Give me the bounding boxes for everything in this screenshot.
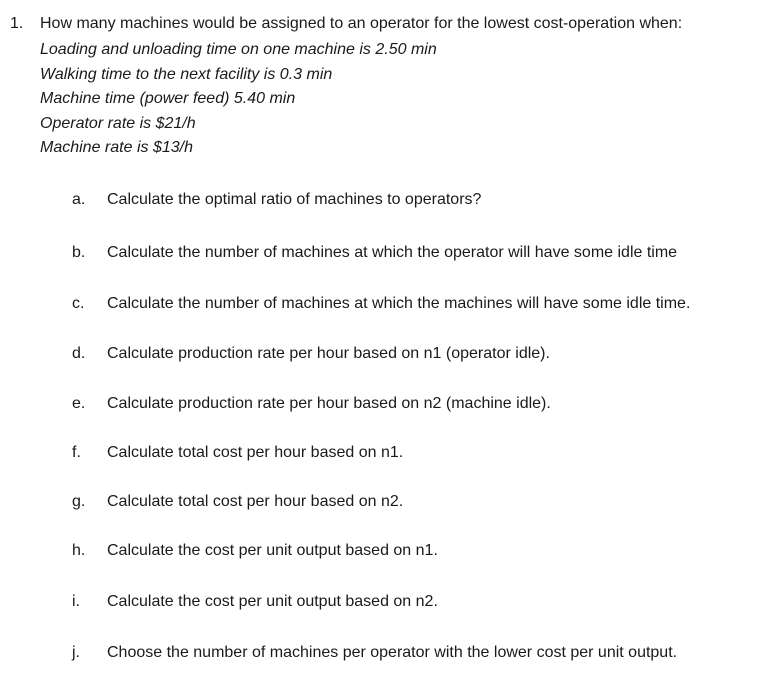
sub-question-text: Calculate the optimal ratio of machines to operators? [107,191,482,208]
given-machine-time: Machine time (power feed) 5.40 min [40,90,296,108]
sub-question-text: Calculate the cost per unit output based on n2. [107,593,438,610]
sub-question-text: Calculate production rate per hour based on n1 (operator idle). [107,345,550,362]
sub-question-letter: c. [72,295,85,312]
sub-question-letter: b. [72,244,86,261]
sub-question-letter: h. [72,542,86,559]
sub-question-letter: e. [72,395,86,412]
sub-question-letter: j. [72,644,80,661]
sub-question-text: Calculate total cost per hour based on n1. [107,444,404,461]
sub-question-text: Calculate production rate per hour based on n2 (machine idle). [107,395,551,412]
sub-question-letter: d. [72,345,86,362]
given-machine-rate: Machine rate is $13/h [40,139,193,157]
sub-question-letter: a. [72,191,86,208]
sub-question-letter: g. [72,493,86,510]
sub-question-text: Calculate the number of machines at which the machines will have some idle time. [107,295,691,312]
sub-question-text: Choose the number of machines per operator with the lower cost per unit output. [107,644,678,661]
given-walking-time: Walking time to the next facility is 0.3 min [40,65,333,83]
sub-question-text: Calculate total cost per hour based on n2. [107,493,404,510]
sub-question-text: Calculate the number of machines at which the operator will have some idle time [107,244,678,261]
given-loading-time: Loading and unloading time on one machine is 2.50 min [40,41,437,58]
sub-question-text: Calculate the cost per unit output based on n1. [107,542,438,559]
question-text: How many machines would be assigned to an operator for the lowest cost-operation when: [40,15,683,32]
question-number: 1. [10,15,24,32]
sub-question-letter: i. [72,593,80,610]
sub-question-letter: f. [72,444,81,461]
given-operator-rate: Operator rate is $21/h [40,114,196,132]
